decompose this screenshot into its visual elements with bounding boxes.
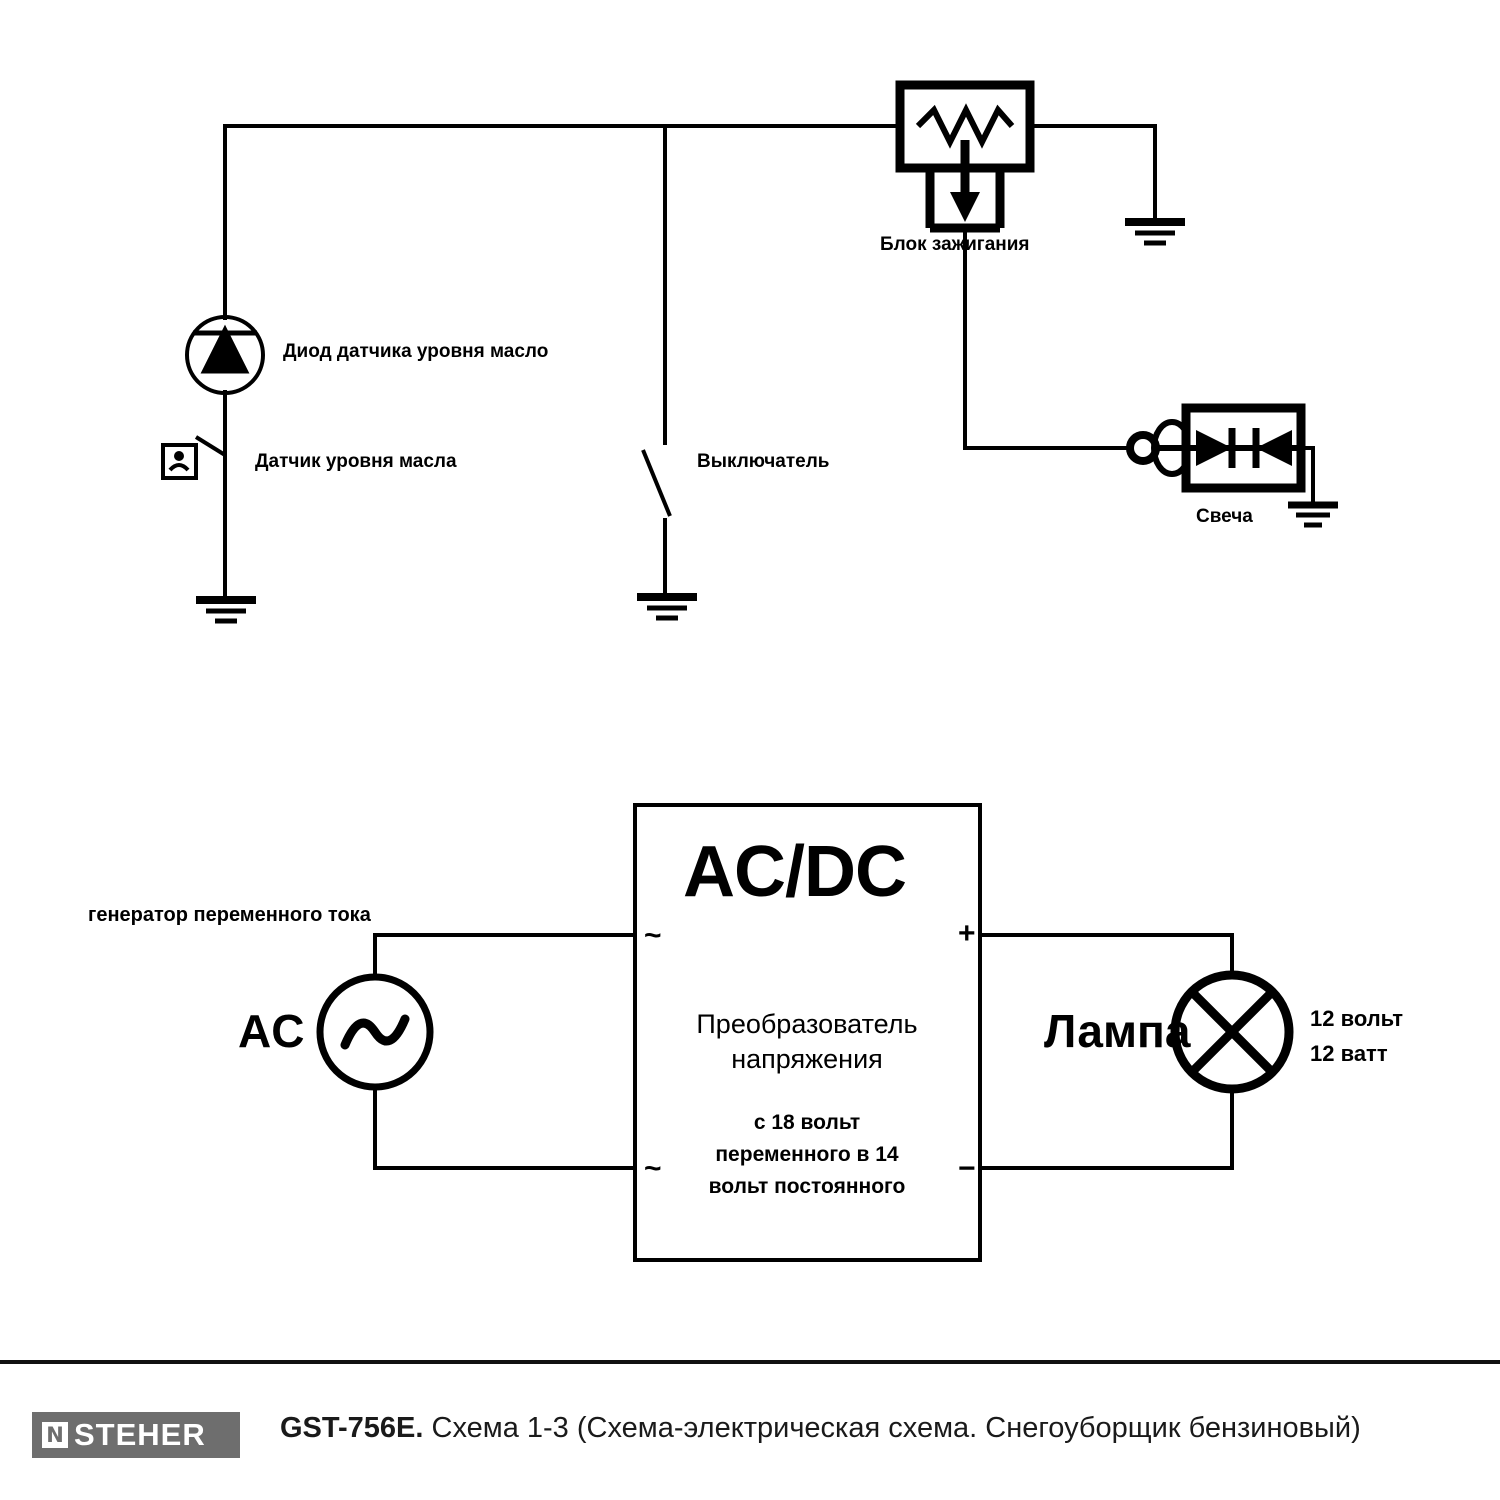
lamp-symbol — [1175, 975, 1289, 1089]
converter-spec-line3: вольт постоянного — [708, 1175, 906, 1198]
footer — [0, 1360, 1500, 1500]
brand-name: STEHER — [74, 1417, 206, 1452]
footer-caption — [280, 1412, 1361, 1445]
label-oil-sensor-diode: Диод датчика уровня масло — [283, 341, 549, 362]
converter-terminal-dc-minus: − — [958, 1152, 976, 1185]
footer-divider — [0, 1360, 1500, 1364]
lamp-rating-power: 12 ватт — [1310, 1041, 1388, 1066]
converter-name-line1: Преобразователь — [696, 1009, 918, 1039]
ground-symbol-left — [196, 600, 256, 621]
brand-badge — [32, 1412, 240, 1458]
ground-symbol-spark-plug — [1288, 505, 1338, 525]
footer-model: GST-756E. — [280, 1412, 424, 1444]
label-switch: Выключатель — [697, 451, 830, 472]
lamp-rating-voltage: 12 вольт — [1310, 1006, 1404, 1031]
brand-logo-icon: N — [42, 1422, 68, 1448]
converter-spec-line1: с 18 вольт — [753, 1111, 861, 1134]
switch-symbol — [643, 430, 670, 516]
oil-level-sensor-symbol — [163, 437, 225, 482]
footer-caption-text: Схема 1-3 (Схема-электрическая схема. Снегоуборщик бензиновый) — [423, 1412, 1361, 1444]
oil-sensor-diode-symbol — [187, 317, 263, 393]
ignition-block-symbol — [900, 85, 1140, 448]
label-ac-generator: генератор переменного тока — [88, 904, 371, 926]
label-ignition-block: Блок зажигания — [880, 234, 1030, 255]
ac-generator-symbol — [320, 977, 430, 1087]
ground-symbol-ignition — [1125, 222, 1185, 243]
converter-terminal-ac-bottom: ~ — [644, 1152, 662, 1185]
label-lamp: Лампа — [1044, 1005, 1191, 1057]
converter-heading: AC/DC — [683, 832, 906, 912]
ground-symbol-switch — [637, 597, 697, 618]
label-spark-plug: Свеча — [1196, 506, 1253, 527]
label-oil-level-sensor: Датчик уровня масла — [255, 451, 457, 472]
converter-terminal-ac-top: ~ — [644, 919, 662, 952]
converter-terminal-dc-plus: + — [958, 917, 976, 950]
label-ac-source: AC — [238, 1005, 305, 1057]
converter-spec-line2: переменного в 14 — [715, 1143, 899, 1166]
spark-plug-symbol — [1130, 408, 1313, 505]
converter-name-line2: напряжения — [731, 1044, 883, 1074]
